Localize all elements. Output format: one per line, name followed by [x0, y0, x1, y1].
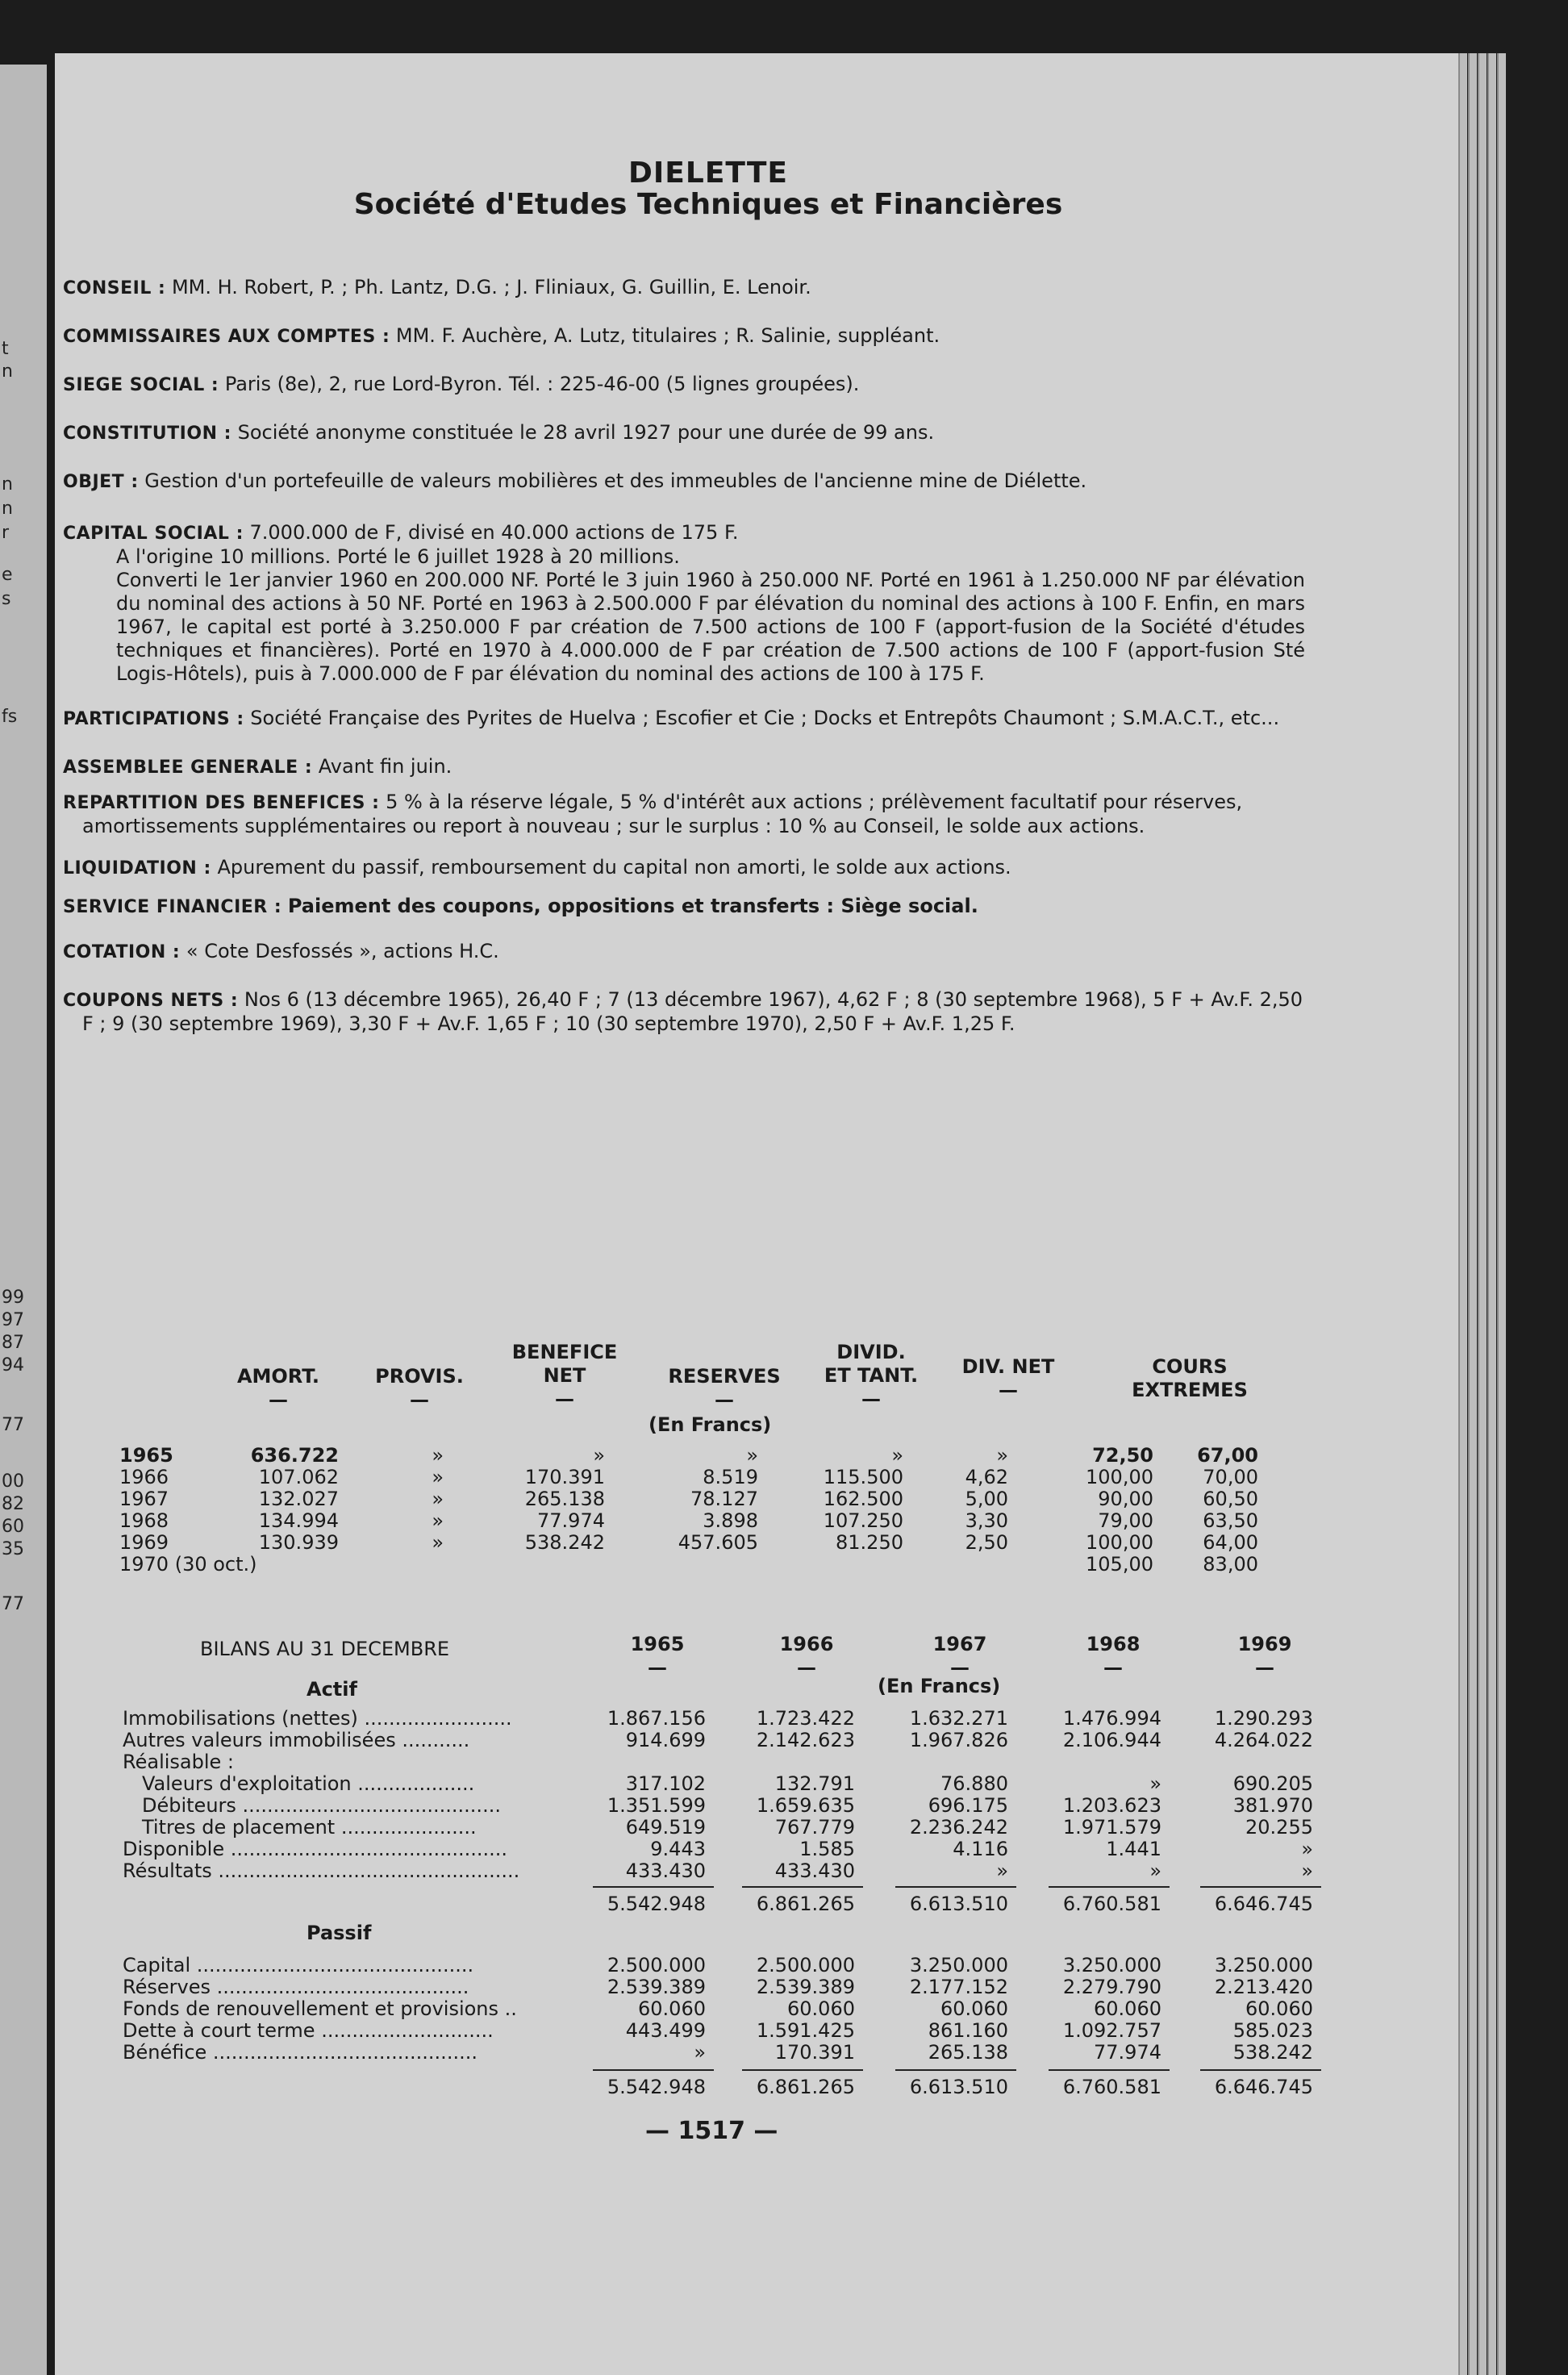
facing-page-fragment: e — [2, 565, 13, 585]
column-header: AMORT. — — [236, 1365, 320, 1411]
actif-value: 1.441 — [1106, 1838, 1161, 1860]
company-subtitle: Société d'Etudes Techniques et Financières — [353, 188, 1063, 221]
reserves-value: 78.127 — [690, 1488, 758, 1510]
row-year: 1968 — [119, 1509, 169, 1532]
passif-value: » — [694, 2041, 706, 2064]
passif-value: 2.279.790 — [1062, 1976, 1161, 1998]
reserves-value: 457.605 — [678, 1531, 758, 1554]
passif-value: 60.060 — [940, 1997, 1008, 2020]
total-rule — [593, 1886, 714, 1888]
actif-row-label: Autres valeurs immobilisées ........... — [123, 1729, 470, 1751]
facing-page-fragment: 77 — [2, 1594, 24, 1614]
passif-value: 2.500.000 — [756, 1954, 855, 1976]
row-year: 1965 — [119, 1444, 173, 1467]
provis-value: » — [432, 1466, 444, 1488]
actif-value: 1.867.156 — [607, 1707, 706, 1730]
row-year: 1969 — [119, 1531, 169, 1554]
passif-value: 60.060 — [787, 1997, 855, 2020]
actif-value: 1.351.599 — [607, 1794, 706, 1817]
actif-value: 649.519 — [625, 1816, 706, 1839]
passif-value: 60.060 — [1245, 1997, 1313, 2020]
cours-low: 60,50 — [1203, 1488, 1258, 1510]
coupons-text: Nos 6 (13 décembre 1965), 26,40 F ; 7 (13 décembre 1967), 4,62 F ; 8 (30 septembre 1968), 5 F + Av.F. 2,50 F ; 9 (30 septembre 1969), 3,30 F + Av.F. 1,65 F ; 10 (30 septembre 1970), 2,50 F + Av.F. 1,25 F. — [82, 988, 1303, 1035]
liquidation-label: LIQUIDATION : — [63, 858, 211, 879]
provis-value: » — [432, 1509, 444, 1532]
facing-page-fragment: n — [2, 474, 13, 495]
actif-row-label: Débiteurs .......................................... — [142, 1794, 501, 1817]
passif-value: 3.250.000 — [1062, 1954, 1161, 1976]
cotation-label: COTATION : — [63, 942, 181, 962]
passif-value: 861.160 — [928, 2019, 1008, 2042]
passif-value: 3.250.000 — [1214, 1954, 1313, 1976]
conseil-label: CONSEIL : — [63, 278, 166, 298]
facing-page-fragment: 99 — [2, 1288, 24, 1308]
facing-page-fragment: 94 — [2, 1355, 24, 1375]
actif-value: 1.476.994 — [1062, 1707, 1161, 1730]
passif-row-label: Capital ............................................. — [123, 1954, 474, 1976]
facing-page-fragment: n — [2, 499, 13, 519]
passif-label: Passif — [307, 1922, 372, 1944]
passif-value: 538.242 — [1232, 2041, 1313, 2064]
actif-value: 696.175 — [928, 1794, 1008, 1817]
reserves-value: 8.519 — [703, 1466, 758, 1488]
actif-row-label: Valeurs d'exploitation ................... — [142, 1772, 475, 1795]
actif-value: 1.290.293 — [1214, 1707, 1313, 1730]
benefice-value: 538.242 — [524, 1531, 605, 1554]
divnet-value: 3,30 — [965, 1509, 1008, 1532]
actif-value: » — [1149, 1772, 1161, 1795]
siege-label: SIEGE SOCIAL : — [63, 375, 219, 395]
passif-value: 265.138 — [928, 2041, 1008, 2064]
benefice-value: 170.391 — [524, 1466, 605, 1488]
cours-low: 83,00 — [1203, 1553, 1258, 1576]
provis-value: » — [432, 1444, 444, 1467]
provis-value: » — [432, 1531, 444, 1554]
commissaires-label: COMMISSAIRES AUX COMPTES : — [63, 327, 390, 347]
year-header: 1966 — — [779, 1633, 834, 1679]
benefice-value: 265.138 — [524, 1488, 605, 1510]
amort-value: 107.062 — [258, 1466, 339, 1488]
actif-value: 76.880 — [940, 1772, 1008, 1795]
year-header: 1967 — — [932, 1633, 987, 1679]
facing-page-fragment: t — [2, 339, 9, 359]
cours-high: 90,00 — [1098, 1488, 1153, 1510]
constitution-label: CONSTITUTION : — [63, 424, 231, 444]
actif-total: 6.861.265 — [756, 1893, 855, 1915]
amort-value: 130.939 — [258, 1531, 339, 1554]
actif-value: 4.264.022 — [1214, 1729, 1313, 1751]
cotation-text: « Cote Desfossés », actions H.C. — [186, 940, 499, 962]
passif-value: 2.500.000 — [607, 1954, 706, 1976]
objet-label: OBJET : — [63, 472, 139, 492]
assemblee-text: Avant fin juin. — [318, 755, 452, 778]
service-text: Paiement des coupons, oppositions et transferts : Siège social. — [287, 895, 978, 917]
reserves-value: 3.898 — [703, 1509, 758, 1532]
actif-total: 6.646.745 — [1214, 1893, 1313, 1915]
passif-total: 6.861.265 — [756, 2076, 855, 2098]
liquidation-text: Apurement du passif, remboursement du capital non amorti, le solde aux actions. — [217, 856, 1011, 879]
cours-high: 72,50 — [1092, 1444, 1153, 1467]
page-number: — 1517 — — [645, 2117, 778, 2145]
passif-value: 170.391 — [774, 2041, 855, 2064]
divid-value: 115.500 — [823, 1466, 903, 1488]
commissaires-text: MM. F. Auchère, A. Lutz, titulaires ; R. Salinie, suppléant. — [395, 324, 940, 347]
actif-value: 2.142.623 — [756, 1729, 855, 1751]
total-rule — [1200, 1886, 1321, 1888]
actif-value: 1.723.422 — [756, 1707, 855, 1730]
actif-value: 690.205 — [1232, 1772, 1313, 1795]
actif-value: 4.116 — [953, 1838, 1008, 1860]
passif-value: 60.060 — [638, 1997, 706, 2020]
amort-value: 134.994 — [258, 1509, 339, 1532]
divnet-value: 5,00 — [965, 1488, 1008, 1510]
column-header: RESERVES — — [668, 1365, 781, 1411]
actif-row-label: Titres de placement ...................... — [142, 1816, 477, 1839]
passif-row-label: Réserves ......................................... — [123, 1976, 469, 1998]
company-title: DIELETTE — [628, 157, 788, 190]
divid-value: 162.500 — [823, 1488, 903, 1510]
actif-value: 2.236.242 — [909, 1816, 1008, 1839]
passif-total: 5.542.948 — [607, 2076, 706, 2098]
amort-value: 132.027 — [258, 1488, 339, 1510]
facing-page-fragment: r — [2, 523, 10, 543]
actif-value: » — [1301, 1838, 1313, 1860]
actif-label: Actif — [307, 1678, 357, 1701]
total-rule — [593, 2069, 714, 2071]
year-header: 1965 — — [630, 1633, 685, 1679]
divid-value: 81.250 — [836, 1531, 903, 1554]
actif-value: 2.106.944 — [1062, 1729, 1161, 1751]
actif-value: 1.971.579 — [1062, 1816, 1161, 1839]
facing-page-fragment: 35 — [2, 1539, 24, 1559]
actif-value: 1.585 — [799, 1838, 855, 1860]
capital-origin: A l'origine 10 millions. Porté le 6 juillet 1928 à 20 millions. — [116, 545, 680, 568]
actif-row-label: Immobilisations (nettes) ........................ — [123, 1707, 512, 1730]
passif-value: 60.060 — [1094, 1997, 1161, 2020]
actif-total: 5.542.948 — [607, 1893, 706, 1915]
divnet-value: » — [996, 1444, 1008, 1467]
coupons-label: COUPONS NETS : — [63, 991, 239, 1011]
row-year: 1966 — [119, 1466, 169, 1488]
actif-value: » — [996, 1860, 1008, 1882]
actif-value: 1.967.826 — [909, 1729, 1008, 1751]
passif-value: 3.250.000 — [909, 1954, 1008, 1976]
facing-page-fragment: 97 — [2, 1310, 24, 1330]
column-header: DIVID. ET TANT. — — [824, 1341, 919, 1410]
passif-value: 2.539.389 — [756, 1976, 855, 1998]
actif-value: » — [1149, 1860, 1161, 1882]
actif-total: 6.760.581 — [1062, 1893, 1161, 1915]
actif-value: 1.659.635 — [756, 1794, 855, 1817]
amort-value: 636.722 — [250, 1444, 339, 1467]
passif-row-label: Fonds de renouvellement et provisions .. — [123, 1997, 517, 2020]
actif-value: » — [1301, 1860, 1313, 1882]
column-header: DIV. NET — — [961, 1355, 1055, 1401]
repartition-text: 5 % à la réserve légale, 5 % d'intérêt aux actions ; prélèvement facultatif pour réserves, amortissements supplémentaires ou report à nouveau ; sur le surplus : 10 % au Conseil, le solde aux actions. — [82, 791, 1243, 837]
actif-value: 381.970 — [1232, 1794, 1313, 1817]
siege-text: Paris (8e), 2, rue Lord-Byron. Tél. : 225-46-00 (5 lignes groupées). — [224, 373, 860, 395]
actif-value: 1.203.623 — [1062, 1794, 1161, 1817]
objet-text: Gestion d'un portefeuille de valeurs mobilières et des immeubles de l'ancienne mine de Diélette. — [144, 470, 1087, 492]
passif-total: 6.613.510 — [909, 2076, 1008, 2098]
year-header: 1969 — — [1237, 1633, 1292, 1679]
facing-page-fragment: n — [2, 361, 13, 382]
passif-value: 1.092.757 — [1062, 2019, 1161, 2042]
cours-high: 79,00 — [1098, 1509, 1153, 1532]
row-year: 1970 (30 oct.) — [119, 1553, 257, 1576]
capital-label: CAPITAL SOCIAL : — [63, 524, 244, 544]
actif-value: 132.791 — [774, 1772, 855, 1795]
participations-text: Société Française des Pyrites de Huelva ; Escofier et Cie ; Docks et Entrepôts Chaumont ; S.M.A.C.T., etc... — [250, 707, 1280, 729]
divnet-value: 4,62 — [965, 1466, 1008, 1488]
cours-low: 64,00 — [1203, 1531, 1258, 1554]
passif-value: 77.974 — [1094, 2041, 1161, 2064]
capital-text: 7.000.000 de F, divisé en 40.000 actions de 175 F. — [249, 521, 739, 544]
column-header: BENEFICE NET — — [511, 1341, 618, 1410]
cours-high: 100,00 — [1086, 1466, 1153, 1488]
passif-value: 2.213.420 — [1214, 1976, 1313, 1998]
actif-value: 914.699 — [625, 1729, 706, 1751]
total-rule — [742, 2069, 863, 2071]
column-header: COURS EXTREMES — [1132, 1355, 1248, 1401]
passif-value: 1.591.425 — [756, 2019, 855, 2042]
facing-page-fragment: 60 — [2, 1517, 24, 1537]
passif-total: 6.760.581 — [1062, 2076, 1161, 2098]
column-header: PROVIS. — — [375, 1365, 464, 1411]
actif-value: 433.430 — [774, 1860, 855, 1882]
actif-value: 317.102 — [625, 1772, 706, 1795]
cours-low: 70,00 — [1203, 1466, 1258, 1488]
divid-value: » — [891, 1444, 903, 1467]
divnet-value: 2,50 — [965, 1531, 1008, 1554]
passif-total: 6.646.745 — [1214, 2076, 1313, 2098]
cours-low: 67,00 — [1197, 1444, 1258, 1467]
total-rule — [742, 1886, 863, 1888]
capital-history: Converti le 1er janvier 1960 en 200.000 NF. Porté le 3 juin 1960 à 250.000 NF. Porté en 1961 à 1.250.000 NF par élévation du nominal des actions à 50 NF. Porté en 1963 à 2.500.000 F par élévation du nominal des actions à 100 F. Enfin, en mars 1967, le capital est porté à 3.250.000 F par création de 7.500 actions de 100 F (apport-fusion de la Société d'études techniques et financières). Porté en 1970 à 4.000.000 de F par création de 7.500 actions de 100 F (apport-fusion Sté Logis-Hôtels), puis à 7.000.000 de F par élévation du nominal des actions de 100 à 175 F. — [116, 569, 1305, 685]
repartition-label: REPARTITION DES BENEFICES : — [63, 793, 380, 813]
unit-label: (En Francs) — [878, 1675, 1001, 1697]
passif-row-label: Dette à court terme ............................ — [123, 2019, 494, 2042]
facing-page-fragment: 77 — [2, 1415, 24, 1435]
benefice-value: » — [593, 1444, 605, 1467]
balance-title: BILANS AU 31 DECEMBRE — [200, 1638, 450, 1660]
passif-value: 2.177.152 — [909, 1976, 1008, 1998]
benefice-value: 77.974 — [537, 1509, 605, 1532]
conseil-text: MM. H. Robert, P. ; Ph. Lantz, D.G. ; J. Fliniaux, G. Guillin, E. Lenoir. — [171, 276, 811, 298]
unit-label: (En Francs) — [648, 1413, 772, 1436]
provis-value: » — [432, 1488, 444, 1510]
actif-value: 20.255 — [1245, 1816, 1313, 1839]
total-rule — [1200, 2069, 1321, 2071]
passif-value: 2.539.389 — [607, 1976, 706, 1998]
year-header: 1968 — — [1086, 1633, 1141, 1679]
participations-label: PARTICIPATIONS : — [63, 709, 244, 729]
divid-value: 107.250 — [823, 1509, 903, 1532]
total-rule — [895, 2069, 1016, 2071]
assemblee-label: ASSEMBLEE GENERALE : — [63, 758, 313, 778]
facing-page-fragment: s — [2, 589, 11, 609]
service-label: SERVICE FINANCIER : — [63, 897, 282, 917]
facing-page-fragment: 87 — [2, 1333, 24, 1353]
actif-row-label: Réalisable : — [123, 1751, 234, 1773]
facing-page-fragment: 00 — [2, 1471, 24, 1492]
cours-high: 100,00 — [1086, 1531, 1153, 1554]
actif-row-label: Résultats ................................................. — [123, 1860, 520, 1882]
actif-total: 6.613.510 — [909, 1893, 1008, 1915]
total-rule — [1049, 2069, 1170, 2071]
actif-value: 767.779 — [774, 1816, 855, 1839]
cours-high: 105,00 — [1086, 1553, 1153, 1576]
row-year: 1967 — [119, 1488, 169, 1510]
reserves-value: » — [746, 1444, 758, 1467]
constitution-text: Société anonyme constituée le 28 avril 1927 pour une durée de 99 ans. — [237, 421, 935, 444]
actif-value: 433.430 — [625, 1860, 706, 1882]
actif-row-label: Disponible ............................................. — [123, 1838, 508, 1860]
total-rule — [895, 1886, 1016, 1888]
passif-row-label: Bénéfice ........................................... — [123, 2041, 477, 2064]
actif-value: 1.632.271 — [909, 1707, 1008, 1730]
passif-value: 585.023 — [1232, 2019, 1313, 2042]
cours-low: 63,50 — [1203, 1509, 1258, 1532]
actif-value: 9.443 — [650, 1838, 706, 1860]
facing-page-fragment: 82 — [2, 1494, 24, 1514]
total-rule — [1049, 1886, 1170, 1888]
passif-value: 443.499 — [625, 2019, 706, 2042]
facing-page-fragment: fs — [2, 707, 18, 727]
